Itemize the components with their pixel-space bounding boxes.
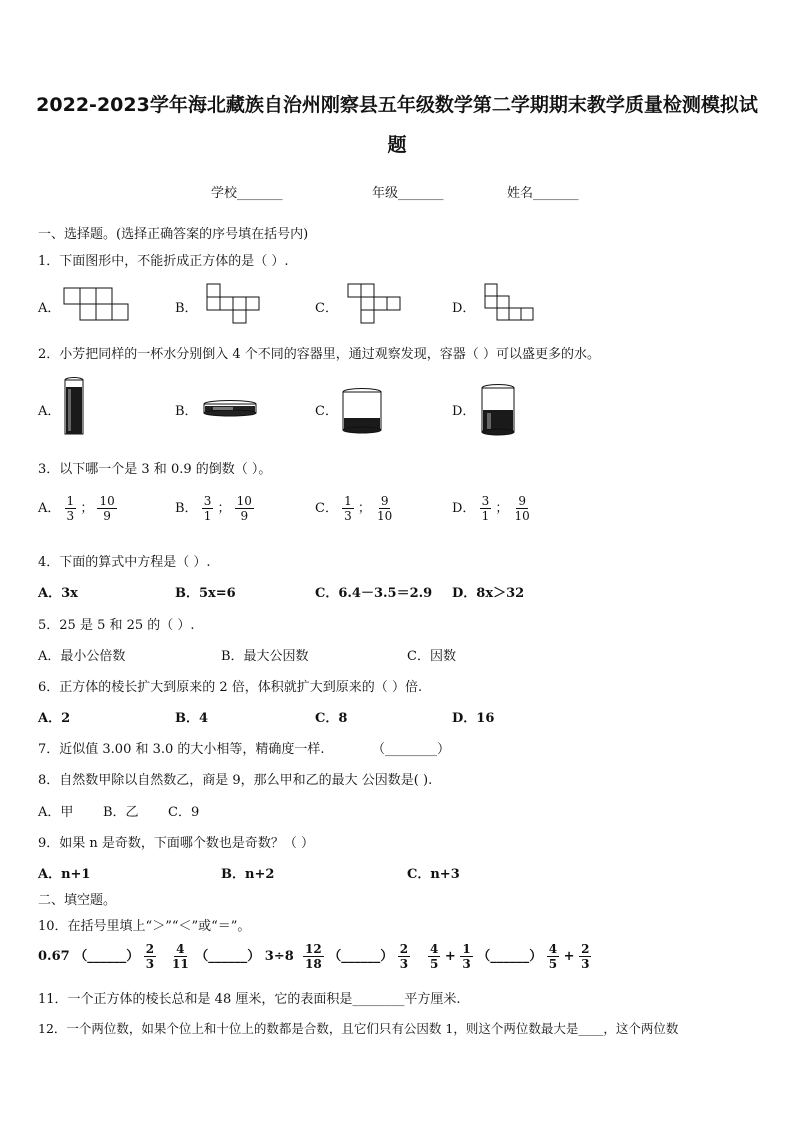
q10-item-c: [303, 942, 410, 971]
q8-option-b[interactable]: B．乙: [103, 805, 139, 820]
q4-option-c[interactable]: C．6.4－3.5＝2.9: [315, 586, 433, 601]
fraction: $\frac{12}{18}$: [305, 942, 322, 971]
plus-sign: +: [444, 949, 456, 964]
q2-option-a-label[interactable]: A．: [38, 404, 61, 419]
q4-option-d[interactable]: D．8x＞32: [452, 586, 525, 601]
fraction: $\frac{10}{9}$: [99, 494, 115, 523]
question-1: 1．下面图形中，不能折成正方体的是（ ）.: [38, 254, 289, 269]
separator: ；: [495, 501, 509, 516]
fraction: $\frac{10}{9}$: [236, 494, 252, 523]
question-12: 12．一个两位数，如果个位上和十位上的数都是合数，且它们只有公因数 1，则这个两位数最大是____，这个两位数: [38, 1021, 679, 1036]
q1-option-c-label[interactable]: C．: [315, 301, 338, 316]
fraction: $\frac{1}{3}$: [344, 494, 352, 523]
question-2: 2．小芳把同样的一杯水分别倒入 4 个不同的容器里，通过观察发现，容器（ ）可以盛更多的水。: [38, 347, 600, 362]
q2-container-c: [342, 388, 382, 434]
question-11: 11．一个正方体的棱长总和是 48 厘米，它的表面积是________平方厘米.: [38, 992, 461, 1007]
q2-container-a: [64, 377, 84, 437]
question-5: 5．25 是 5 和 25 的（ ）.: [38, 618, 195, 633]
page-title: 2022-2023学年海北藏族自治州刚察县五年级数学第二学期期末教学质量检测模拟试: [36, 94, 758, 116]
question-4: 4．下面的算式中方程是（ ）.: [38, 555, 211, 570]
number: 0.67: [38, 949, 70, 964]
question-10: 10．在括号里填上“＞”“＜”或“＝”。: [38, 919, 251, 934]
fraction: $\frac{2}{3}$: [145, 942, 155, 971]
school-field[interactable]: 学校_______: [211, 186, 283, 201]
q5-option-c[interactable]: C．因数: [407, 649, 456, 664]
fraction: $\frac{4}{11}$: [172, 942, 189, 971]
q10-blank-d[interactable]: （______）: [477, 949, 543, 964]
q2-option-b-label[interactable]: B．: [175, 404, 198, 419]
fraction: $\frac{2}{3}$: [399, 942, 409, 971]
q4-option-a[interactable]: A．3x: [38, 586, 78, 601]
q2-container-d: [481, 384, 515, 436]
question-3: 3．以下哪一个是 3 和 0.9 的倒数（ ）。: [38, 462, 272, 477]
q3-option-c[interactable]: [315, 494, 394, 523]
fraction: $\frac{1}{3}$: [66, 494, 75, 523]
q10-item-a: [38, 942, 156, 971]
question-7: 7．近似值 3.00 和 3.0 的大小相等，精确度一样.: [38, 742, 325, 757]
q6-option-c[interactable]: C．8: [315, 711, 348, 726]
q1-net-d: [485, 284, 535, 324]
q8-option-a[interactable]: A．甲: [38, 805, 74, 820]
fraction: $\frac{4}{5}$: [548, 942, 558, 971]
q3-option-b[interactable]: [175, 494, 254, 523]
q2-option-c-label[interactable]: C．: [315, 404, 338, 419]
q7-answer-blank[interactable]: （________）: [372, 742, 451, 757]
section-heading-choice: 一、选择题。(选择正确答案的序号填在括号内): [38, 227, 309, 242]
name-field[interactable]: 姓名_______: [507, 186, 579, 201]
q8-option-c[interactable]: C．9: [168, 805, 200, 820]
q5-option-b[interactable]: B．最大公因数: [221, 649, 309, 664]
plus-sign: +: [563, 949, 575, 964]
q1-option-b-label[interactable]: B．: [175, 301, 198, 316]
separator: ；: [357, 501, 371, 516]
q10-item-d: [428, 942, 591, 971]
q3-option-c-label: C．: [315, 501, 338, 516]
fraction: $\frac{3}{1}$: [481, 494, 490, 523]
q3-option-d[interactable]: [452, 494, 532, 523]
fraction: $\frac{3}{1}$: [203, 494, 212, 523]
q6-option-d[interactable]: D．16: [452, 711, 495, 726]
fraction: $\frac{9}{10}$: [377, 494, 393, 523]
q4-option-b[interactable]: B．5x=6: [175, 586, 236, 601]
page-title-continued: 题: [387, 134, 407, 156]
q1-net-c: [348, 284, 404, 324]
expression: 3÷8: [264, 949, 294, 964]
q10-item-b: [170, 942, 294, 971]
section-heading-fill: 二、填空题。: [38, 893, 117, 908]
separator: ；: [80, 501, 94, 516]
fraction: $\frac{4}{5}$: [430, 942, 439, 971]
q6-option-a[interactable]: A．2: [38, 711, 71, 726]
q2-container-b: [203, 400, 257, 418]
q6-option-b[interactable]: B．4: [175, 711, 209, 726]
q9-option-b[interactable]: B．n+2: [221, 867, 275, 882]
q10-blank-b[interactable]: （______）: [195, 949, 261, 964]
separator: ；: [217, 501, 231, 516]
q3-option-d-label: D．: [452, 501, 476, 516]
q1-option-a-label[interactable]: A．: [38, 301, 61, 316]
fraction: $\frac{2}{3}$: [581, 942, 590, 971]
q10-blank-c[interactable]: （______）: [328, 949, 394, 964]
fraction: $\frac{1}{3}$: [462, 942, 471, 971]
q1-net-a: [64, 288, 128, 320]
grade-field[interactable]: 年级_______: [372, 186, 444, 201]
question-9: 9．如果 n 是奇数，下面哪个数也是奇数？（ ）: [38, 836, 315, 851]
question-6: 6．正方体的棱长扩大到原来的 2 倍，体积就扩大到原来的（ ）倍.: [38, 680, 423, 695]
q5-option-a[interactable]: A．最小公倍数: [38, 649, 126, 664]
q1-net-b: [207, 284, 263, 324]
q3-option-b-label: B．: [175, 501, 198, 516]
q3-option-a[interactable]: [38, 494, 117, 523]
question-8: 8．自然数甲除以自然数乙，商是 9，那么甲和乙的最大 公因数是( ).: [38, 773, 433, 788]
q2-option-d-label[interactable]: D．: [452, 404, 476, 419]
q10-blank-a[interactable]: （______）: [74, 949, 140, 964]
q1-option-d-label[interactable]: D．: [452, 301, 476, 316]
q3-option-a-label: A．: [38, 501, 61, 516]
q9-option-a[interactable]: A．n+1: [38, 867, 91, 882]
q9-option-c[interactable]: C．n+3: [407, 867, 460, 882]
fraction: $\frac{9}{10}$: [514, 494, 530, 523]
